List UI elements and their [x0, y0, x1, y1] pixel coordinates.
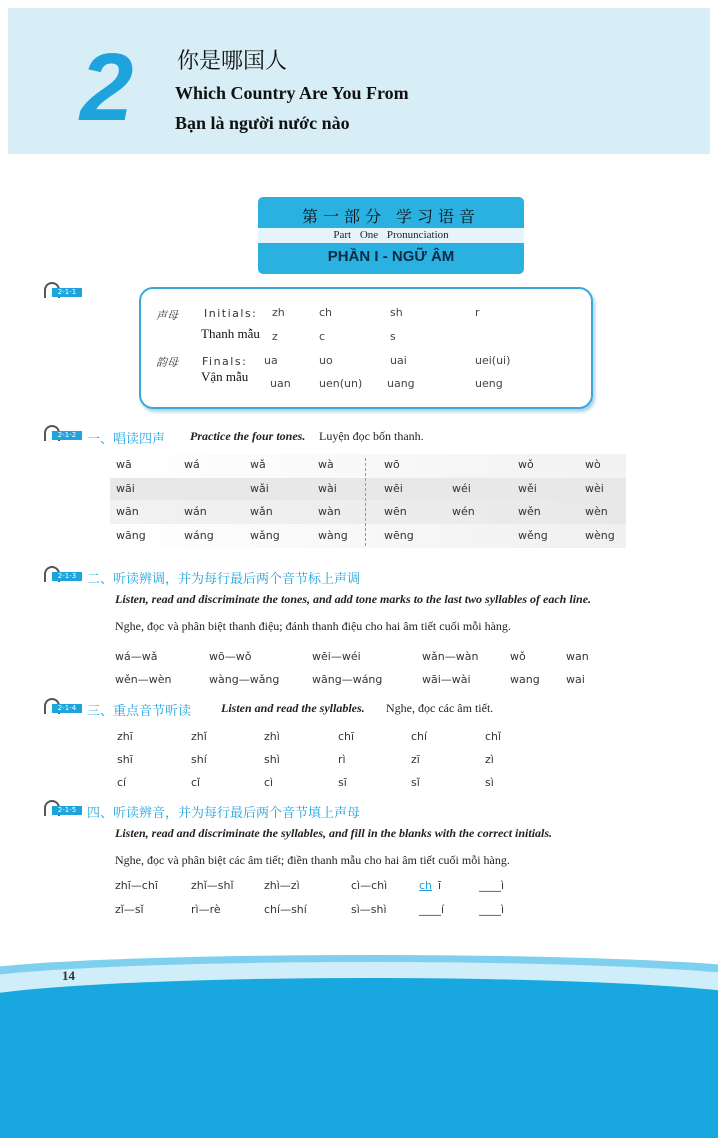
tone-pair: wěn—wèn: [115, 673, 172, 686]
filled-initial: ch: [419, 879, 433, 892]
final: ueng: [475, 377, 503, 390]
syllable-pair: cì—chì: [351, 879, 388, 892]
initial: r: [475, 306, 480, 319]
initial: z: [272, 330, 278, 343]
tone-syllable: wàng: [318, 529, 348, 542]
lesson-title-en: Which Country Are You From: [175, 83, 409, 103]
lesson-title-vi: Bạn là người nước nào: [175, 113, 350, 133]
tone-syllable: wān: [116, 505, 139, 518]
lesson-number: 2: [80, 34, 134, 141]
final: uan: [270, 377, 291, 390]
syllable-pair: sì—shì: [351, 903, 387, 916]
syllable: cì: [264, 776, 274, 789]
tone-table-divider: [365, 458, 366, 546]
tone-blank[interactable]: wan: [566, 650, 589, 663]
part-title-zh: 第一部分 学习语音: [301, 207, 481, 226]
syllable-pair: zǐ—sǐ: [115, 903, 144, 916]
initial: zh: [272, 306, 285, 319]
syllable-pair: chí—shí: [264, 903, 307, 916]
tone-blank[interactable]: wai: [566, 673, 585, 686]
page-number: 14: [62, 968, 75, 983]
audio-track-badge[interactable]: [44, 425, 80, 443]
audio-track-badge[interactable]: [44, 698, 80, 716]
audio-track-badge[interactable]: [44, 566, 80, 584]
section2-heading-zh: 二、听读辨调，并为每行最后两个音节标上声调: [87, 572, 361, 587]
syllable: chǐ: [485, 730, 502, 743]
syllable-pair: zhì—zì: [264, 879, 300, 892]
final: uo: [319, 354, 333, 367]
tone-pair: wá—wǎ: [115, 650, 158, 663]
section3-heading-zh: 三、重点音节听读: [87, 704, 192, 719]
audio-track-label: 2-1-1: [52, 288, 82, 297]
finals-label-vi: Vận mẫu: [201, 369, 249, 384]
tone-answer: wǒ: [510, 650, 526, 663]
tone-pair: wàng—wǎng: [209, 673, 280, 686]
tone-syllable: wěi: [518, 482, 537, 495]
syllable: sì: [485, 776, 494, 789]
syllable: zhì: [264, 730, 280, 743]
tone-syllable: wài: [318, 482, 337, 495]
audio-track-label: 2-1-3: [52, 572, 82, 581]
tone-pair: wāi—wài: [422, 673, 471, 686]
syllable: sǐ: [411, 776, 420, 789]
initial: s: [390, 330, 396, 343]
syllable: zhǐ: [191, 730, 207, 743]
tone-syllable: wǎn: [250, 505, 273, 518]
section1-heading-vi: Luyện đọc bốn thanh.: [319, 429, 424, 443]
tone-syllable: wěn: [518, 505, 541, 518]
blank-tail: ī: [438, 879, 442, 892]
tone-syllable: wǎi: [250, 482, 269, 495]
section4-heading-en: Listen, read and discriminate the syllables, and fill in the blanks with the correct initials.: [115, 826, 553, 840]
initials-label-en: Initials:: [204, 307, 258, 320]
syllable: rì: [338, 753, 346, 766]
initials-label-vi: Thanh mẫu: [201, 326, 260, 341]
initial-blank[interactable]: ____ì: [479, 879, 505, 892]
footer-wave: [0, 978, 718, 1138]
section1-heading-zh: 一、唱读四声: [87, 432, 166, 447]
syllable: zhī: [117, 730, 133, 743]
tone-syllable: wēn: [384, 505, 407, 518]
syllable-pair: zhǐ—shǐ: [191, 879, 234, 892]
tone-syllable: wā: [116, 458, 132, 471]
tone-syllable: wāi: [116, 482, 135, 495]
syllable: cǐ: [191, 776, 201, 789]
section3-heading-en: Listen and read the syllables.: [221, 701, 365, 715]
final: uen(un): [319, 377, 363, 390]
syllable: chī: [338, 730, 355, 743]
initial-blank[interactable]: ____ì: [479, 903, 505, 916]
tone-syllable: wēi: [384, 482, 403, 495]
tone-syllable: wǒ: [518, 458, 534, 471]
section2-heading-vi: Nghe, đọc và phân biệt thanh điệu; đánh thanh điệu cho hai âm tiết cuối mỗi hàng.: [115, 619, 511, 633]
tone-pair: wō—wǒ: [209, 650, 252, 663]
audio-track-label: 2-1-2: [52, 431, 82, 440]
tone-syllable: wō: [384, 458, 400, 471]
tone-syllable: wán: [184, 505, 207, 518]
section3-heading-vi: Nghe, đọc các âm tiết.: [386, 701, 494, 715]
tone-syllable: wéi: [452, 482, 471, 495]
final: uang: [387, 377, 415, 390]
finals-label-en: Finals:: [202, 355, 248, 368]
audio-track-label: 2-1-4: [52, 704, 82, 713]
tone-syllable: wén: [452, 505, 475, 518]
tone-syllable: wà: [318, 458, 334, 471]
tone-syllable: wāng: [116, 529, 146, 542]
tone-pair: wǎn—wàn: [422, 650, 479, 663]
audio-track-badge[interactable]: [44, 800, 80, 818]
initial: c: [319, 330, 326, 343]
initial: sh: [390, 306, 403, 319]
final: uei(ui): [475, 354, 511, 367]
initial: ch: [319, 306, 333, 319]
initial-blank[interactable]: ____í: [419, 903, 445, 916]
tone-syllable: wáng: [184, 529, 214, 542]
tone-syllable: wěng: [518, 529, 548, 542]
tone-syllable: wǎ: [250, 458, 266, 471]
section4-heading-vi: Nghe, đọc và phân biệt các âm tiết; điền thanh mẫu cho hai âm tiết cuối mỗi hàng.: [115, 853, 510, 867]
tone-syllable: wēng: [384, 529, 414, 542]
section2-heading-en: Listen, read and discriminate the tones, and add tone marks to the last two syllables of each line.: [115, 592, 592, 606]
tone-syllable: wàn: [318, 505, 341, 518]
final: uai: [390, 354, 407, 367]
part-title-en: Part One Pronunciation: [333, 229, 449, 241]
finals-label-zh: 韵母: [156, 356, 178, 369]
initial-blank-filled[interactable]: [419, 879, 441, 892]
syllable: sī: [338, 776, 347, 789]
syllable: shī: [117, 753, 133, 766]
section4-heading-zh: 四、听读辨音，并为每行最后两个音节填上声母: [87, 806, 361, 821]
section1-heading-en: Practice the four tones.: [190, 429, 306, 443]
tone-syllable: wò: [585, 458, 601, 471]
tone-pair: wāng—wáng: [312, 673, 383, 686]
lesson-title-zh: 你是哪国人: [177, 49, 288, 74]
tone-syllable: wǎng: [250, 529, 280, 542]
tone-table-row-bg: [110, 478, 626, 500]
part-title-vi: PHẦN I - NGỮ ÂM: [327, 248, 455, 265]
syllable-pair: rì—rè: [191, 903, 221, 916]
syllable: zī: [411, 753, 420, 766]
tone-pair: wēi—wéi: [312, 650, 361, 663]
tone-syllable: wèng: [585, 529, 615, 542]
syllable: shí: [191, 753, 207, 766]
tone-syllable: wá: [184, 458, 200, 471]
syllable: cí: [117, 776, 127, 789]
tone-blank[interactable]: wang: [510, 673, 540, 686]
syllable: zì: [485, 753, 494, 766]
syllable: shì: [264, 753, 280, 766]
tone-syllable: wèi: [585, 482, 604, 495]
syllable-pair: zhī—chī: [115, 879, 158, 892]
audio-track-label: 2-1-5: [52, 806, 82, 815]
tone-syllable: wèn: [585, 505, 608, 518]
final: ua: [264, 354, 278, 367]
initials-label-zh: 声母: [156, 309, 178, 322]
syllable: chí: [411, 730, 428, 743]
initials-finals-box: [139, 287, 593, 409]
audio-track-badge[interactable]: [44, 282, 80, 300]
